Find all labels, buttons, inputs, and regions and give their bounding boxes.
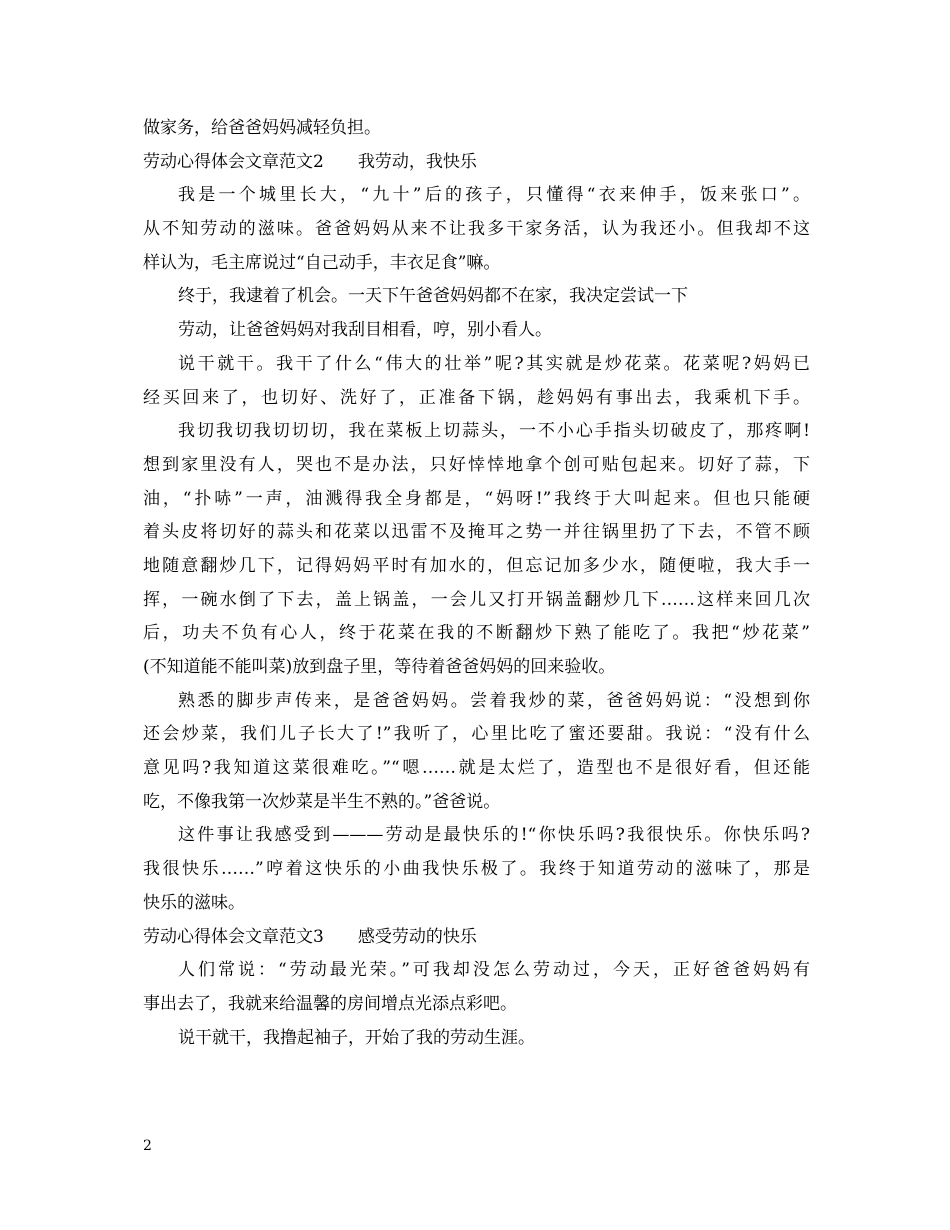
text-line: 这件事让我感受到———劳动是最快乐的!“你快乐吗?我很快乐。你快乐吗? [178,825,810,846]
text-line: 我是一个城里长大，“九十”后的孩子，只懂得“衣来伸手，饭来张口”。 [178,185,810,206]
text-line: 做家务，给爸爸妈妈减轻负担。 [143,118,381,138]
text-line: 快乐的滋味。 [143,892,245,913]
text-line: 吃，不像我第一次炒菜是半生不熟的。”爸爸说。 [143,791,501,812]
document-body [143,112,810,1055]
text-line: 后，功夫不负有心人，终于花菜在我的不断翻炒下熟了能吃了。我把“炒花菜” [143,623,810,644]
text-line: 人们常说：“劳动最光荣。”可我却没怎么劳动过，今天，正好爸爸妈妈有 [178,960,810,981]
text-line: 我切我切我切切切，我在菜板上切蒜头，一不小心手指头切破皮了，那疼啊! [178,421,810,442]
text-line: 我很快乐……”哼着这快乐的小曲我快乐极了。我终于知道劳动的滋味了，那是 [143,859,810,880]
text-line: 熟悉的脚步声传来，是爸爸妈妈。尝着我炒的菜，爸爸妈妈说：“没想到你 [178,690,810,711]
text-line: 挥，一碗水倒了下去，盖上锅盖，一会儿又打开锅盖翻炒几下……这样来回几次 [143,589,810,610]
text-line: 终于，我逮着了机会。一天下午爸爸妈妈都不在家，我决定尝试一下 [178,286,688,307]
text-line: 说干就干。我干了什么“伟大的壮举”呢?其实就是炒花菜。花菜呢?妈妈已 [178,353,810,374]
page-number: 2 [143,1138,152,1154]
text-line: 油，“扑哧”一声，油溅得我全身都是，“妈呀!”我终于大叫起来。但也只能硬 [143,488,810,509]
text-line: 着头皮将切好的蒜头和花菜以迅雷不及掩耳之势一并往锅里扔了下去，不管不顾 [143,522,810,543]
text-line: 事出去了，我就来给温馨的房间增点光添点彩吧。 [143,993,517,1014]
text-line: (不知道能不能叫菜)放到盘子里，等待着爸爸妈妈的回来验收。 [143,657,616,677]
text-line: 意见吗?我知道这菜很难吃。”“嗯……就是太烂了，造型也不是很好看，但还能 [143,758,810,779]
text-line: 样认为，毛主席说过“自己动手，丰衣足食”嘛。 [143,252,501,273]
section-heading: 劳动心得体会文章范文2 我劳动，我快乐 [143,151,477,172]
text-line: 还会炒菜，我们儿子长大了!”我听了，心里比吃了蜜还要甜。我说：“没有什么 [143,724,810,745]
text-line: 地随意翻炒几下，记得妈妈平时有加水的，但忘记加多少水，随便啦，我大手一 [143,555,810,576]
section-heading: 劳动心得体会文章范文3 感受劳动的快乐 [143,926,477,947]
text-line: 从不知劳动的滋味。爸爸妈妈从来不让我多干家务活，认为我还小。但我却不这 [143,219,810,240]
text-line: 想到家里没有人，哭也不是办法，只好悻悻地拿个创可贴包起来。切好了蒜，下 [143,454,810,475]
text-line: 说干就干，我撸起袖子，开始了我的劳动生涯。 [178,1027,535,1048]
text-line: 经买回来了，也切好、洗好了，正准备下锅，趁妈妈有事出去，我乘机下手。 [143,387,810,408]
text-line: 劳动，让爸爸妈妈对我刮目相看，哼，别小看人。 [178,320,552,341]
